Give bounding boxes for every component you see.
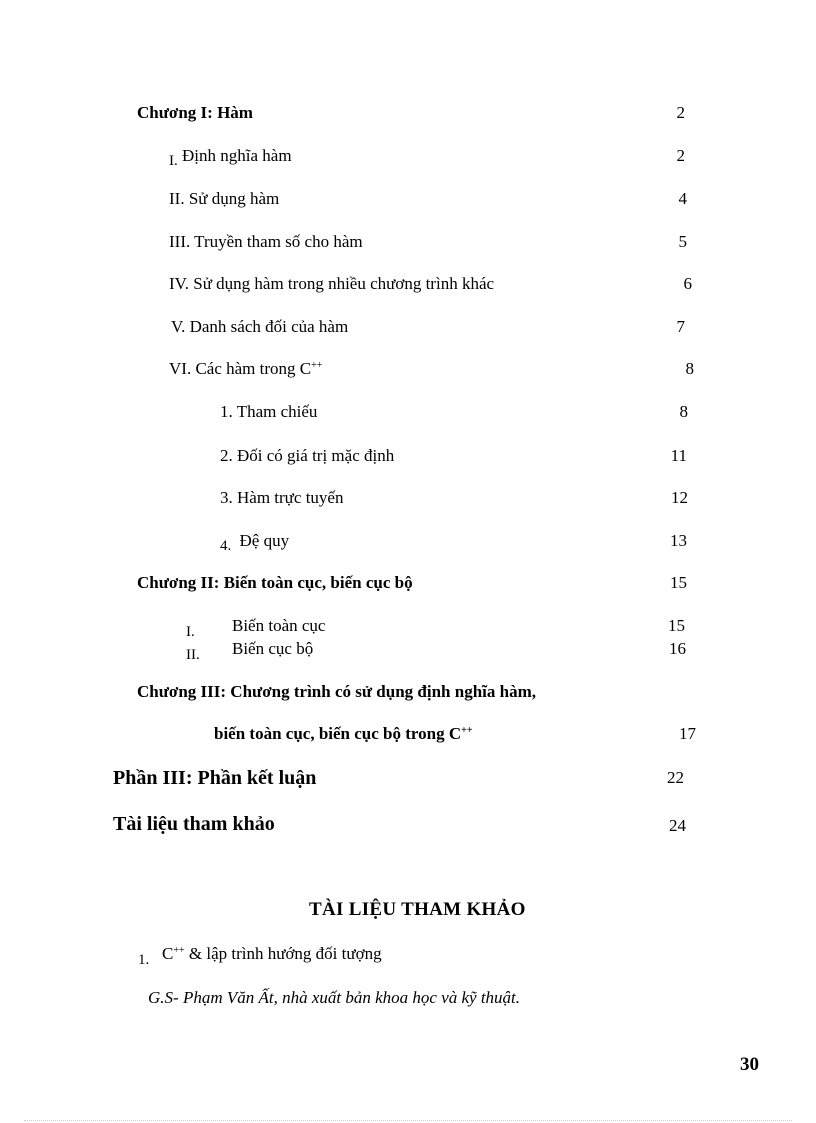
toc-entry-page: 16 (669, 639, 686, 658)
reference-title (162, 944, 382, 964)
toc-subentry-text: 2. Đối có giá trị mặc định (220, 446, 395, 465)
references-heading: TÀI LIỆU THAM KHẢO (309, 899, 526, 920)
toc-chapter-3-title-text: biến toàn cục, biến cục bộ trong C (214, 724, 462, 743)
toc-entry-page: 4 (678, 189, 687, 208)
toc-entry (169, 359, 322, 379)
reference-marker: 1. (138, 952, 150, 968)
toc-entry-text: Biến toàn cục (232, 616, 326, 635)
toc-subentry-page: 12 (671, 488, 688, 507)
toc-entry-text: V. Danh sách đối của hàm (171, 317, 349, 336)
reference-author: G.S- Phạm Văn Ất, nhà xuất bản khoa học và kỹ thuật. (148, 988, 521, 1007)
toc-subentry-page: 8 (679, 402, 688, 421)
toc-part-3-page: 22 (667, 768, 684, 787)
toc-entry-marker: II. (186, 647, 200, 663)
toc-chapter-3-title-cont (214, 724, 473, 744)
toc-chapter-3-sup: ++ (461, 725, 473, 736)
toc-entry-marker: I. (186, 624, 195, 640)
toc-entry-page: 8 (685, 359, 694, 378)
toc-subentry-marker: 4. (220, 538, 232, 554)
page-number: 30 (740, 1054, 759, 1075)
reference-title-rest: & lập trình hướng đối tượng (184, 944, 382, 963)
toc-entry-text: III. Truyền tham số cho hàm (169, 232, 363, 251)
toc-entry-page: 6 (683, 274, 692, 293)
toc-references-page: 24 (669, 816, 686, 835)
toc-subentry-text: 1. Tham chiếu (220, 402, 318, 421)
toc-entry-page: 5 (678, 232, 687, 251)
toc-entry-page: 7 (676, 317, 685, 336)
toc-entry-page: 15 (668, 616, 685, 635)
toc-subentry-text: Đệ quy (239, 531, 290, 550)
toc-entry-text: IV. Sử dụng hàm trong nhiều chương trình khác (169, 274, 495, 293)
toc-chapter-2-title: Chương II: Biến toàn cục, biến cục bộ (137, 573, 413, 592)
toc-entry-sup: ++ (311, 360, 323, 371)
toc-entry-text: II. Sử dụng hàm (169, 189, 280, 208)
toc-part-3-title: Phần III: Phần kết luận (113, 767, 317, 789)
toc-chapter-1-page: 2 (676, 103, 685, 122)
page-bottom-divider (24, 1120, 792, 1121)
toc-entry-text: Định nghĩa hàm (182, 146, 292, 165)
toc-subentry (220, 531, 289, 552)
toc-entry-marker: I. (169, 153, 178, 169)
toc-chapter-3-page: 17 (679, 724, 696, 743)
toc-chapter-3-title: Chương III: Chương trình có sử dụng định nghĩa hàm, (137, 682, 537, 701)
toc-chapter-2-page: 15 (670, 573, 687, 592)
toc-subentry-page: 13 (670, 531, 687, 550)
toc-entry-page: 2 (676, 146, 685, 165)
toc-chapter-1-title: Chương I: Hàm (137, 103, 253, 122)
toc-subentry-page: 11 (670, 446, 687, 465)
toc-entry-text: Biến cục bộ (232, 639, 314, 658)
toc-entry (169, 146, 292, 167)
reference-title-sup: ++ (173, 945, 185, 956)
toc-entry-text: VI. Các hàm trong C (169, 359, 312, 378)
toc-references-title: Tài liệu tham khảo (113, 813, 275, 835)
reference-title-prefix: C (162, 944, 174, 963)
toc-subentry-text: 3. Hàm trực tuyến (220, 488, 344, 507)
